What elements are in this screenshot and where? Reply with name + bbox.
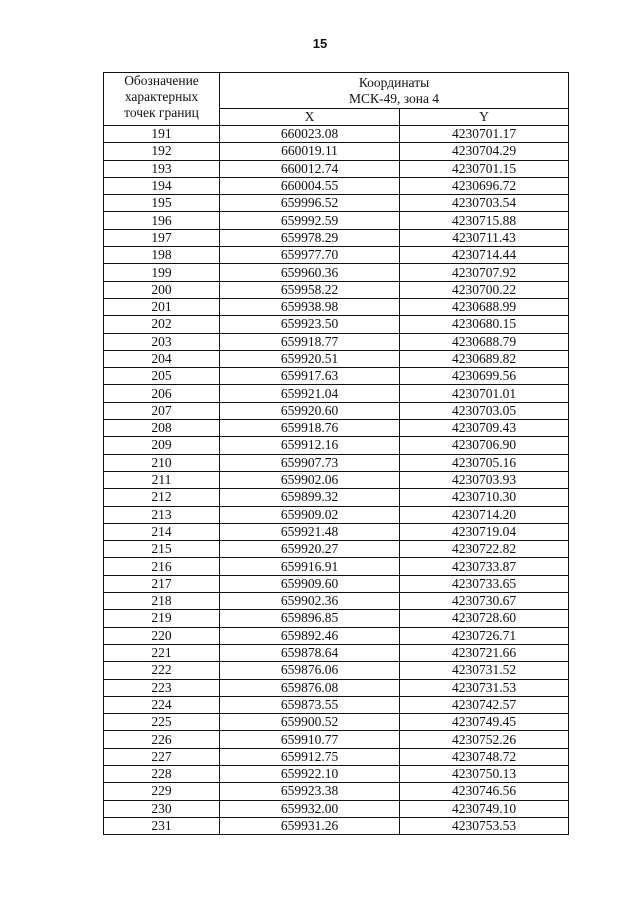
table-row [104,212,569,229]
point-id-cell: 213 [104,506,220,523]
point-id-cell: 226 [104,731,220,748]
x-coordinate-cell: 659876.06 [220,662,400,679]
y-coordinate-cell: 4230728.60 [400,610,569,627]
table-body [104,126,569,835]
table-row [104,523,569,540]
point-id-cell: 211 [104,471,220,488]
x-coordinate-cell: 659932.00 [220,800,400,817]
table-row [104,471,569,488]
table-row [104,558,569,575]
point-id-cell: 204 [104,350,220,367]
point-id-cell: 194 [104,177,220,194]
point-id-cell: 206 [104,385,220,402]
x-coordinate-cell: 659977.70 [220,247,400,264]
table-row [104,385,569,402]
x-coordinate-cell: 660004.55 [220,177,400,194]
x-coordinate-cell: 659918.77 [220,333,400,350]
point-id-cell: 201 [104,298,220,315]
table-row [104,454,569,471]
table-row [104,368,569,385]
y-coordinate-cell: 4230707.92 [400,264,569,281]
table-row [104,333,569,350]
point-id-cell: 191 [104,126,220,143]
y-coordinate-cell: 4230714.20 [400,506,569,523]
y-coordinate-cell: 4230689.82 [400,350,569,367]
y-coordinate-cell: 4230749.10 [400,800,569,817]
table-row [104,350,569,367]
header-label-line: точек границ [124,105,199,120]
x-coordinate-cell: 659909.02 [220,506,400,523]
point-id-cell: 216 [104,558,220,575]
x-coordinate-cell: 659873.55 [220,696,400,713]
y-coordinate-cell: 4230688.79 [400,333,569,350]
table-row [104,644,569,661]
header-coordinates-title [220,73,569,109]
y-coordinate-cell: 4230750.13 [400,765,569,782]
point-id-cell: 207 [104,402,220,419]
y-coordinate-cell: 4230742.57 [400,696,569,713]
header-y: Y [400,109,569,126]
point-id-cell: 229 [104,783,220,800]
y-coordinate-cell: 4230696.72 [400,177,569,194]
y-coordinate-cell: 4230710.30 [400,489,569,506]
table-row [104,748,569,765]
header-point-label [104,73,220,126]
table-row [104,662,569,679]
y-coordinate-cell: 4230752.26 [400,731,569,748]
y-coordinate-cell: 4230688.99 [400,298,569,315]
x-coordinate-cell: 659978.29 [220,229,400,246]
table-row [104,437,569,454]
point-id-cell: 222 [104,662,220,679]
x-coordinate-cell: 659931.26 [220,817,400,834]
table-row [104,575,569,592]
point-id-cell: 195 [104,195,220,212]
x-coordinate-cell: 659902.36 [220,593,400,610]
table-row [104,696,569,713]
header-coords-line: Координаты [358,74,430,90]
header-label-line: характерных [124,89,199,104]
header-x: X [220,109,400,126]
y-coordinate-cell: 4230715.88 [400,212,569,229]
point-id-cell: 196 [104,212,220,229]
x-coordinate-cell: 659909.60 [220,575,400,592]
x-coordinate-cell: 659923.50 [220,316,400,333]
x-coordinate-cell: 659912.75 [220,748,400,765]
point-id-cell: 231 [104,817,220,834]
point-id-cell: 228 [104,765,220,782]
point-id-cell: 212 [104,489,220,506]
point-id-cell: 217 [104,575,220,592]
table-row [104,177,569,194]
x-coordinate-cell: 660012.74 [220,160,400,177]
y-coordinate-cell: 4230701.15 [400,160,569,177]
table-row [104,316,569,333]
table-row [104,489,569,506]
point-id-cell: 208 [104,420,220,437]
table-row [104,402,569,419]
y-coordinate-cell: 4230719.04 [400,523,569,540]
header-label-line: Обозначение [124,73,199,88]
y-coordinate-cell: 4230706.90 [400,437,569,454]
header-coords-line: МСК-49, зона 4 [348,90,440,106]
y-coordinate-cell: 4230746.56 [400,783,569,800]
point-id-cell: 219 [104,610,220,627]
x-coordinate-cell: 659920.51 [220,350,400,367]
x-coordinate-cell: 659921.48 [220,523,400,540]
x-coordinate-cell: 659922.10 [220,765,400,782]
point-id-cell: 218 [104,593,220,610]
table-row [104,765,569,782]
point-id-cell: 203 [104,333,220,350]
table-row [104,783,569,800]
table-row [104,679,569,696]
x-coordinate-cell: 659912.16 [220,437,400,454]
point-id-cell: 225 [104,714,220,731]
point-id-cell: 214 [104,523,220,540]
table-row [104,247,569,264]
x-coordinate-cell: 659892.46 [220,627,400,644]
table-row [104,610,569,627]
table-row [104,264,569,281]
table-row [104,229,569,246]
y-coordinate-cell: 4230711.43 [400,229,569,246]
point-id-cell: 209 [104,437,220,454]
point-id-cell: 223 [104,679,220,696]
point-id-cell: 227 [104,748,220,765]
x-coordinate-cell: 659910.77 [220,731,400,748]
y-coordinate-cell: 4230701.01 [400,385,569,402]
table-row [104,714,569,731]
x-coordinate-cell: 659899.32 [220,489,400,506]
x-coordinate-cell: 659921.04 [220,385,400,402]
y-coordinate-cell: 4230731.52 [400,662,569,679]
y-coordinate-cell: 4230753.53 [400,817,569,834]
y-coordinate-cell: 4230709.43 [400,420,569,437]
x-coordinate-cell: 659923.38 [220,783,400,800]
y-coordinate-cell: 4230731.53 [400,679,569,696]
x-coordinate-cell: 659920.27 [220,541,400,558]
y-coordinate-cell: 4230733.65 [400,575,569,592]
y-coordinate-cell: 4230680.15 [400,316,569,333]
table-header [104,73,569,126]
y-coordinate-cell: 4230726.71 [400,627,569,644]
y-coordinate-cell: 4230749.45 [400,714,569,731]
x-coordinate-cell: 659902.06 [220,471,400,488]
x-coordinate-cell: 659916.91 [220,558,400,575]
point-id-cell: 193 [104,160,220,177]
point-id-cell: 200 [104,281,220,298]
coordinates-table [103,72,569,835]
point-id-cell: 198 [104,247,220,264]
x-coordinate-cell: 659876.08 [220,679,400,696]
point-id-cell: 197 [104,229,220,246]
x-coordinate-cell: 659907.73 [220,454,400,471]
y-coordinate-cell: 4230730.67 [400,593,569,610]
table-row [104,541,569,558]
x-coordinate-cell: 659878.64 [220,644,400,661]
point-id-cell: 221 [104,644,220,661]
x-coordinate-cell: 659996.52 [220,195,400,212]
y-coordinate-cell: 4230721.66 [400,644,569,661]
point-id-cell: 224 [104,696,220,713]
table-row [104,298,569,315]
y-coordinate-cell: 4230704.29 [400,143,569,160]
x-coordinate-cell: 659917.63 [220,368,400,385]
point-id-cell: 220 [104,627,220,644]
table-row [104,506,569,523]
y-coordinate-cell: 4230748.72 [400,748,569,765]
y-coordinate-cell: 4230700.22 [400,281,569,298]
point-id-cell: 210 [104,454,220,471]
x-coordinate-cell: 659920.60 [220,402,400,419]
y-coordinate-cell: 4230722.82 [400,541,569,558]
y-coordinate-cell: 4230733.87 [400,558,569,575]
x-coordinate-cell: 659960.36 [220,264,400,281]
x-coordinate-cell: 659896.85 [220,610,400,627]
y-coordinate-cell: 4230705.16 [400,454,569,471]
y-coordinate-cell: 4230703.05 [400,402,569,419]
x-coordinate-cell: 659958.22 [220,281,400,298]
point-id-cell: 230 [104,800,220,817]
table-row [104,160,569,177]
y-coordinate-cell: 4230703.93 [400,471,569,488]
x-coordinate-cell: 659938.98 [220,298,400,315]
table-row [104,817,569,834]
point-id-cell: 215 [104,541,220,558]
table-row [104,731,569,748]
table-row [104,143,569,160]
y-coordinate-cell: 4230714.44 [400,247,569,264]
x-coordinate-cell: 659992.59 [220,212,400,229]
y-coordinate-cell: 4230699.56 [400,368,569,385]
x-coordinate-cell: 659918.76 [220,420,400,437]
y-coordinate-cell: 4230703.54 [400,195,569,212]
point-id-cell: 199 [104,264,220,281]
table-row [104,627,569,644]
point-id-cell: 192 [104,143,220,160]
y-coordinate-cell: 4230701.17 [400,126,569,143]
table-row [104,593,569,610]
table-row [104,800,569,817]
point-id-cell: 202 [104,316,220,333]
point-id-cell: 205 [104,368,220,385]
table-row [104,126,569,143]
x-coordinate-cell: 660019.11 [220,143,400,160]
table-row [104,420,569,437]
x-coordinate-cell: 659900.52 [220,714,400,731]
table-row [104,195,569,212]
table-row [104,281,569,298]
page-number: 15 [312,36,328,51]
x-coordinate-cell: 660023.08 [220,126,400,143]
